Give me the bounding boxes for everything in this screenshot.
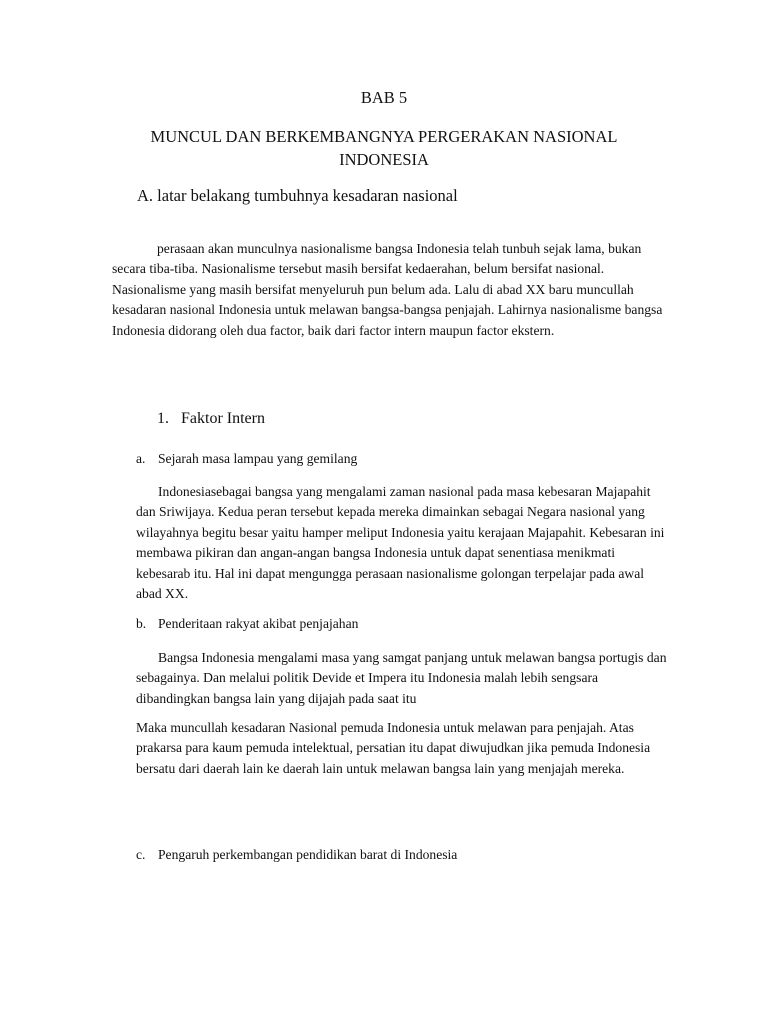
factor-number: 1. <box>157 410 169 427</box>
chapter-title <box>0 125 768 171</box>
chapter-title-line-2: INDONESIA <box>339 150 429 169</box>
chapter-heading: BAB 5 <box>360 88 408 107</box>
chapter-title-line-1: MUNCUL DAN BERKEMBANGNYA PERGERAKAN NASIONAL <box>150 127 618 146</box>
intro-paragraph: perasaan akan munculnya nasionalisme bangsa Indonesia telah tunbuh sejak lama, bukan secara tiba-tiba. Nasionalisme tersebut masih bersifat kedaerahan, belum bersifat nasional. Nasionalisme yang masih bersifat menyeluruh pun belum ada. Lalu di abad XX baru muncullah kesadaran nasional Indonesia untuk melawan bangsa-bangsa penjajah. Lahirnya nasionalisme bangsa Indonesia didorang oleh dua factor, baik dari factor intern maupun factor ekstern. <box>112 241 663 338</box>
subsection-b-heading <box>136 616 358 632</box>
subsection-a-text: Sejarah masa lampau yang gemilang <box>158 451 358 466</box>
subsection-c-heading <box>136 847 457 863</box>
subsection-b-paragraph: Bangsa Indonesia mengalami masa yang samgat panjang untuk melawan bangsa portugis dan sebagainya. Dan melalui politik Devide et Impera itu Indonesia malah lebih sengsara dibandingkan bangsa lain yang dijajah pada saat itu <box>136 650 667 706</box>
subsection-a-marker: a. <box>136 451 146 466</box>
subsection-a-paragraph: Indonesiasebagai bangsa yang mengalami zaman nasional pada masa kebesaran Majapahit dan Sriwijaya. Kedua peran tersebut kepada mereka dimainkan sebagai Negara nasional yang wilayahnya begitu besar yaitu hamper meliput Indonesia yaitu kerajaan Majapahit. Kebesaran ini membawa pikiran dan angan-angan bangsa Indonesia untuk dapat senentiasa menikmati kebesarab itu. Hal ini dapat mengungga perasaan nasionalisme golongan terpelajar pada awal abad XX. <box>136 484 665 602</box>
subsection-b-text: Penderitaan rakyat akibat penjajahan <box>158 616 359 631</box>
section-a-heading: A. latar belakang tumbuhnya kesadaran nasional <box>137 186 458 205</box>
subsection-b-paragraph-2: Maka muncullah kesadaran Nasional pemuda Indonesia untuk melawan para penjajah. Atas prakarsa para kaum pemuda intelektual, persatian itu dapat diwujudkan jika pemuda Indonesia bersatu dari daerah lain ke daerah lain untuk melawan bangsa lain yang menjajah mereka. <box>136 720 651 776</box>
factor-intern-heading <box>157 410 265 428</box>
subsection-b-marker: b. <box>136 616 147 631</box>
subsection-c-text: Pengaruh perkembangan pendidikan barat di Indonesia <box>158 847 458 862</box>
subsection-c-marker: c. <box>136 847 146 862</box>
subsection-a-heading <box>136 451 357 467</box>
factor-heading-text: Faktor Intern <box>181 410 265 427</box>
